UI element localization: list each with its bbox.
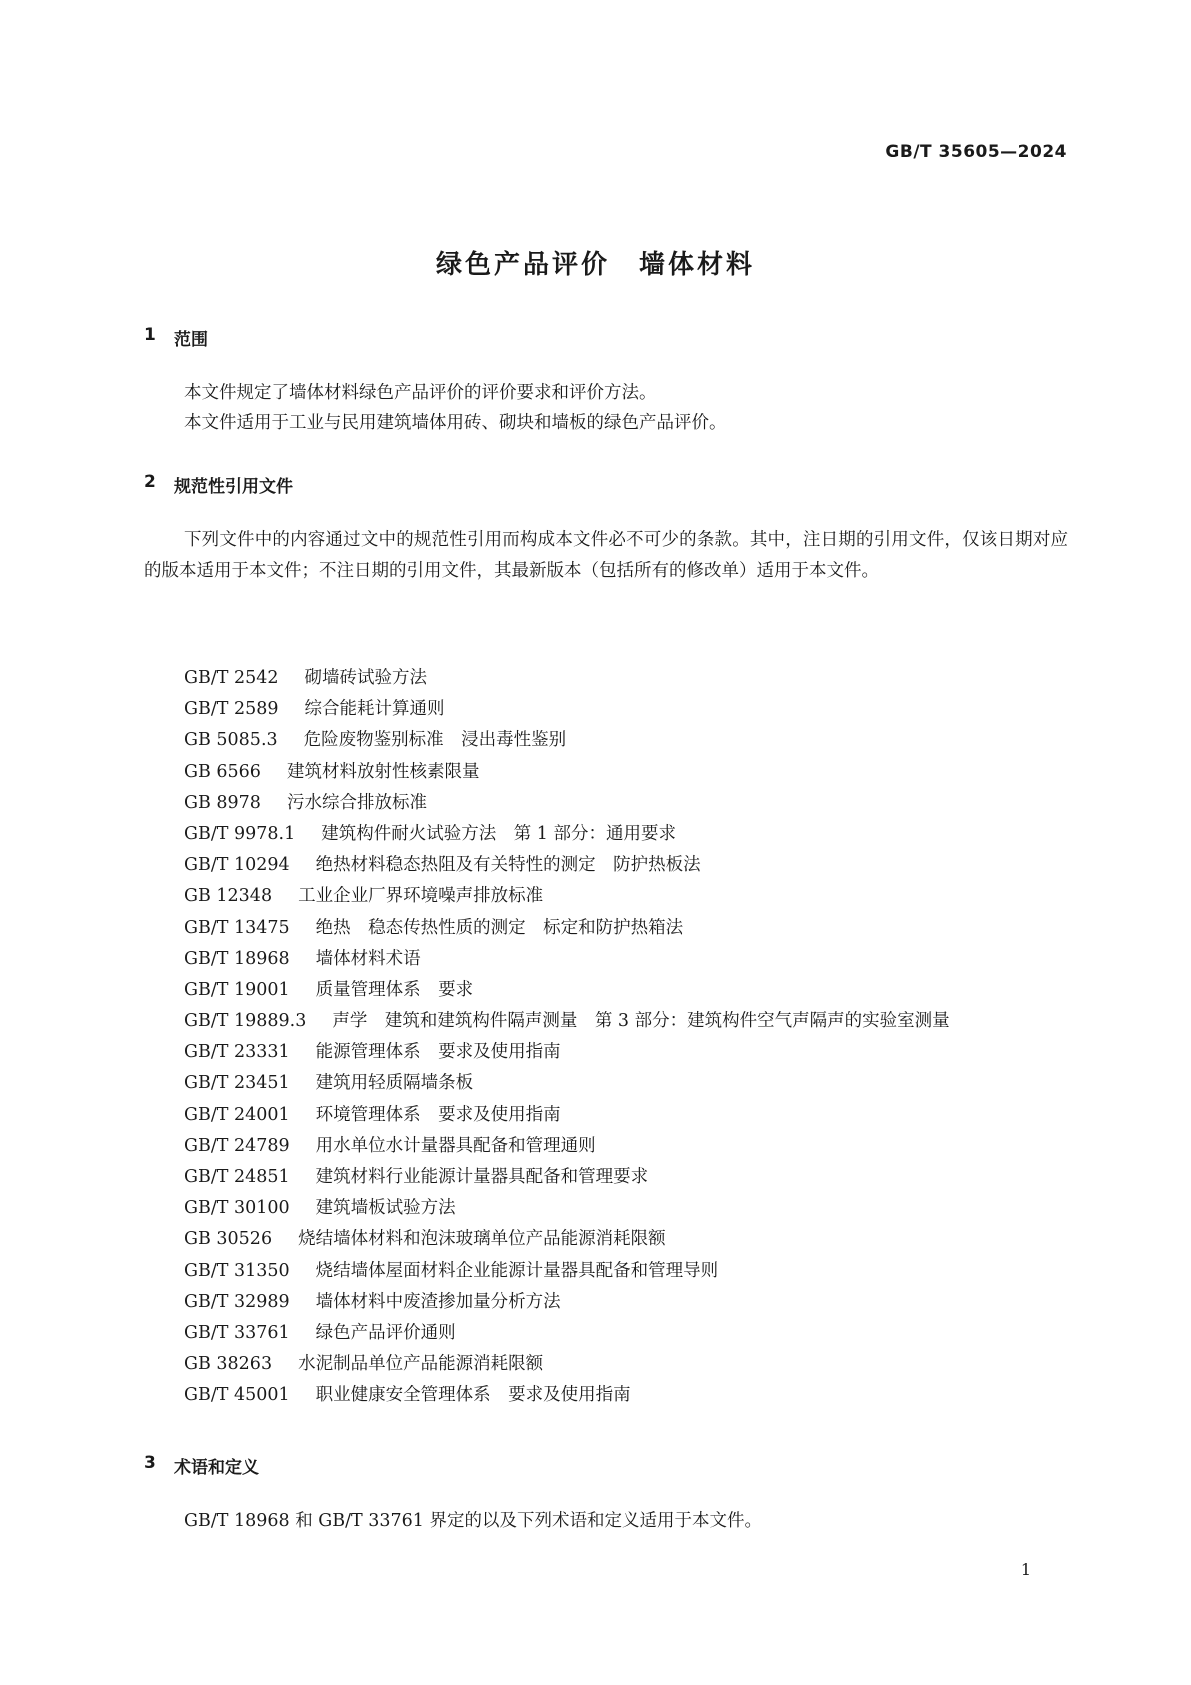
reference-item — [184, 1162, 950, 1193]
reference-title: 墙体材料中废渣掺加量分析方法 — [315, 1291, 561, 1312]
reference-item — [184, 1037, 950, 1068]
reference-item — [184, 913, 950, 944]
reference-title: 综合能耗计算通则 — [304, 699, 445, 720]
reference-code: GB/T 2589 — [184, 699, 279, 720]
reference-item — [184, 1318, 950, 1349]
reference-code: GB 38263 — [184, 1354, 273, 1375]
normative-references-intro: 下列文件中的内容通过文中的规范性引用而构成本文件必不可少的条款。其中，注日期的引用文件，仅该日期对应的版本适用于本文件；不注日期的引用文件，其最新版本（包括所有的修改单）适用于本文件。 — [144, 530, 1068, 581]
reference-title: 砌墙砖试验方法 — [304, 668, 428, 688]
reference-item — [184, 725, 950, 756]
reference-code: GB/T 31350 — [184, 1260, 290, 1281]
reference-item — [184, 1100, 950, 1131]
reference-title: 绿色产品评价通则 — [315, 1322, 456, 1343]
section-1-heading — [144, 325, 208, 350]
reference-item — [184, 1068, 950, 1099]
reference-code: GB/T 33761 — [184, 1322, 290, 1343]
section-title: 规范性引用文件 — [174, 477, 293, 497]
reference-code: GB 6566 — [184, 761, 261, 782]
scope-paragraph-2: 本文件适用于工业与民用建筑墙体用砖、砌块和墙板的绿色产品评价。 — [184, 413, 727, 433]
reference-code: GB/T 10294 — [184, 855, 290, 876]
reference-item — [184, 881, 950, 912]
reference-item — [184, 1006, 950, 1037]
reference-item — [184, 1193, 950, 1224]
section-title: 范围 — [174, 330, 208, 350]
reference-item — [184, 1287, 950, 1318]
reference-code: GB 30526 — [184, 1229, 273, 1250]
reference-title: 建筑用轻质隔墙条板 — [315, 1073, 474, 1094]
reference-item — [184, 1349, 950, 1380]
reference-title: 环境管理体系 要求及使用指南 — [315, 1104, 561, 1125]
reference-code: GB/T 19001 — [184, 979, 290, 1000]
reference-code: GB/T 24851 — [184, 1167, 290, 1187]
section-title: 术语和定义 — [174, 1458, 259, 1478]
section-3-heading — [144, 1453, 259, 1478]
reference-title: 建筑墙板试验方法 — [315, 1198, 456, 1219]
reference-title: 烧结墙体屋面材料企业能源计量器具配备和管理导则 — [315, 1260, 719, 1281]
reference-item — [184, 694, 950, 725]
reference-code: GB/T 24001 — [184, 1104, 290, 1125]
reference-code: GB/T 45001 — [184, 1385, 290, 1406]
reference-title: 建筑材料行业能源计量器具配备和管理要求 — [315, 1167, 649, 1187]
reference-item — [184, 975, 950, 1006]
reference-item — [184, 757, 950, 788]
reference-code: GB/T 23451 — [184, 1073, 290, 1094]
reference-title: 能源管理体系 要求及使用指南 — [315, 1042, 561, 1063]
reference-title: 用水单位水计量器具配备和管理通则 — [315, 1135, 596, 1156]
reference-title: 建筑构件耐火试验方法 第 1 部分：通用要求 — [321, 823, 676, 844]
reference-code: GB/T 32989 — [184, 1291, 290, 1312]
reference-item — [184, 788, 950, 819]
reference-item — [184, 944, 950, 975]
reference-item — [184, 819, 950, 850]
scope-paragraph-1: 本文件规定了墙体材料绿色产品评价的评价要求和评价方法。 — [184, 383, 657, 403]
reference-code: GB/T 2542 — [184, 668, 279, 688]
document-title: 绿色产品评价 墙体材料 — [435, 250, 755, 280]
page-number: 1 — [1020, 1560, 1031, 1579]
reference-title: 工业企业厂界环境噪声排放标准 — [298, 886, 544, 907]
reference-item — [184, 1131, 950, 1162]
reference-title: 水泥制品单位产品能源消耗限额 — [298, 1354, 544, 1375]
section-number: 2 — [144, 472, 156, 492]
reference-code: GB 5085.3 — [184, 730, 278, 751]
reference-list — [184, 663, 950, 1412]
reference-title: 建筑材料放射性核素限量 — [286, 761, 480, 782]
reference-title: 污水综合排放标准 — [286, 792, 427, 813]
reference-item — [184, 850, 950, 881]
reference-title: 绝热 稳态传热性质的测定 标定和防护热箱法 — [315, 917, 684, 938]
reference-code: GB/T 9978.1 — [184, 823, 296, 844]
reference-code: GB/T 30100 — [184, 1198, 290, 1219]
reference-code: GB/T 13475 — [184, 917, 290, 938]
reference-item — [184, 1256, 950, 1287]
reference-code: GB 8978 — [184, 792, 261, 813]
reference-code: GB/T 24789 — [184, 1135, 290, 1156]
reference-code: GB/T 18968 — [184, 948, 290, 969]
section-2-heading — [144, 472, 293, 497]
terms-definitions-paragraph: GB/T 18968 和 GB/T 33761 界定的以及下列术语和定义适用于本文件。 — [184, 1511, 762, 1531]
section-number: 3 — [144, 1453, 156, 1473]
reference-title: 绝热材料稳态热阻及有关特性的测定 防护热板法 — [315, 855, 701, 876]
standard-code: GB/T 35605—2024 — [885, 142, 1067, 162]
reference-code: GB/T 19889.3 — [184, 1011, 307, 1032]
reference-title: 烧结墙体材料和泡沫玻璃单位产品能源消耗限额 — [298, 1229, 666, 1250]
reference-title: 质量管理体系 要求 — [315, 979, 474, 1000]
reference-code: GB/T 23331 — [184, 1042, 290, 1063]
reference-title: 危险废物鉴别标准 浸出毒性鉴别 — [303, 730, 567, 751]
reference-item — [184, 663, 950, 694]
section-number: 1 — [144, 325, 156, 345]
reference-item — [184, 1224, 950, 1255]
reference-title: 墙体材料术语 — [315, 948, 421, 969]
reference-code: GB 12348 — [184, 886, 273, 907]
reference-title: 声学 建筑和建筑构件隔声测量 第 3 部分：建筑构件空气声隔声的实验室测量 — [332, 1011, 950, 1032]
reference-title: 职业健康安全管理体系 要求及使用指南 — [315, 1385, 631, 1406]
reference-item — [184, 1380, 950, 1411]
